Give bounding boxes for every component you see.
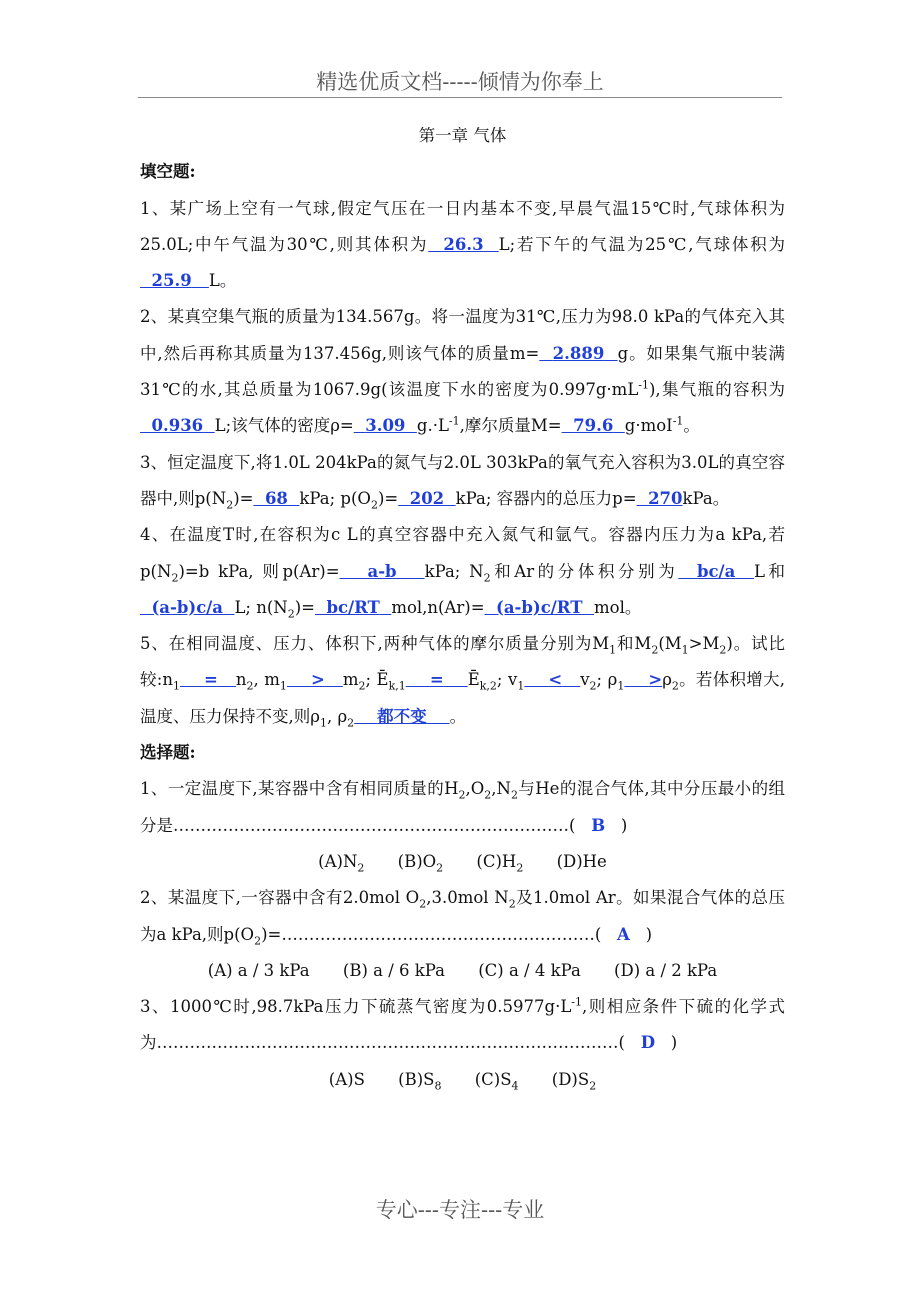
c1-text-3: ,N (491, 779, 511, 799)
page-header: 精选优质文档-----倾情为你奉上 (316, 70, 604, 94)
c1-sub-3: 2 (510, 788, 518, 802)
q5-text-8: m (342, 670, 359, 690)
c3-options (140, 1062, 785, 1098)
q5-sub-4: 2 (719, 643, 727, 657)
c2-text-4: )=…………………………………………………( (261, 924, 602, 944)
q5-answer-2: > (310, 670, 325, 690)
q5-sub-16: 2 (347, 716, 355, 730)
c3-option-b[interactable]: $(B)S_8$ (398, 1069, 442, 1093)
q2-text-5: g.·L (416, 416, 449, 436)
q4-text-8: mol,n(Ar)= (391, 597, 485, 617)
q4-answer-2: bc/a (696, 561, 736, 581)
q2-answer-2: 0.936 (151, 416, 204, 436)
q5-text-11: ; v (496, 670, 518, 690)
q1-answer-2: 25.9 (151, 271, 192, 291)
c1-options (140, 844, 785, 880)
q3-sub-2: 2 (370, 498, 378, 512)
q3-text-4: )= (377, 488, 399, 508)
c2-text-3: 及1.0mol Ar。如果混合气体的总压为a kPa,则p(O (140, 888, 785, 944)
q5-text-17: 。 (449, 706, 467, 726)
q1-text-1: 1、某广场上空有一气球,假定气压在一日内基本不变,早晨气温15℃时,气球体积为25.0L;中午气温为30℃,则其体积为 (140, 198, 785, 254)
q4-text-3: kPa; N (424, 561, 484, 581)
q5-sub-7: 1 (279, 679, 287, 693)
c1-sub-1: 2 (458, 788, 466, 802)
c2-option-a[interactable]: (A) a / 3 kPa (207, 960, 310, 980)
q3-text-5: kPa; 容器内的总压力p= (455, 488, 637, 508)
q2-sup-3: -1 (672, 414, 684, 428)
q5-sub-11: 1 (517, 679, 525, 693)
c1-option-c[interactable]: $(C)H_2$ (476, 851, 524, 875)
c2-sub-2: 2 (508, 897, 516, 911)
c3-option-a[interactable]: (A)S (328, 1069, 365, 1089)
q5-text-15: 。若体积增大,温度、压力保持不变,则ρ (140, 670, 786, 726)
q5-sub-10: k,2 (479, 679, 497, 693)
page-footer: 专心---专注---专业 (375, 1198, 545, 1222)
c1-text-1: 1、一定温度下,某容器中含有相同质量的H (140, 779, 459, 799)
q5-answer-3: = (429, 670, 444, 690)
q5-text-1: 5、在相同温度、压力、体积下,两种气体的摩尔质量分别为M (140, 634, 610, 654)
q5-text-3: (M (658, 634, 682, 654)
q5-text-16: , ρ (326, 706, 348, 726)
q3-text-1: 3、恒定温度下,将1.0L 204kPa的氮气与2.0L 303kPa的氧气充入容积为3.0L的真空容器中,则p(N (140, 452, 785, 508)
c2-sub-1: 2 (419, 897, 427, 911)
choice-question-2 (140, 880, 785, 953)
c2-option-b[interactable]: (B) a / 6 kPa (342, 960, 445, 980)
q5-text-13: ; ρ (596, 670, 618, 690)
c1-text-5: ) (620, 815, 628, 835)
q2-text-6: ,摩尔质量M= (459, 416, 562, 436)
fill-question-5 (140, 626, 785, 735)
q5-text-7: , m (253, 670, 280, 690)
q5-sub-13: 1 (617, 679, 625, 693)
fill-question-1 (140, 191, 785, 300)
c1-text-4: 与He的混合气体,其中分压最小的组分是………………………………………………………………( (140, 779, 785, 835)
q3-answer-3: 270 (648, 488, 683, 508)
q5-sub-14: 2 (671, 679, 679, 693)
q2-text-1: 2、某真空集气瓶的质量为134.567g。将一温度为31℃,压力为98.0 kPa的气体充入其中,然后再称其质量为137.456g,则该气体的质量m= (140, 307, 785, 363)
c2-option-c[interactable]: (C) a / 4 kPa (478, 960, 581, 980)
q4-sub-2: 2 (483, 570, 491, 584)
c3-text-1: 3、1000℃时,98.7kPa压力下硫蒸气密度为0.5977g·L (140, 997, 572, 1017)
q4-text-7: )= (294, 597, 315, 617)
c1-text-2: ,O (465, 779, 485, 799)
q1-text-3: L。 (208, 271, 237, 291)
choice-section-heading: 选择题: (140, 743, 196, 763)
choice-question-1 (140, 771, 785, 844)
q5-text-5: )。试比较:n (140, 634, 786, 690)
q5-sub-1: 1 (609, 643, 617, 657)
q4-answer-3: (a-b)c/a (151, 597, 223, 617)
q4-text-1: 4、在温度T时,在容积为c L的真空容器中充入氮气和氩气。容器内压力为a kPa,若p(N (140, 525, 785, 581)
q5-text-6: n (235, 670, 247, 690)
q3-answer-2: 202 (409, 488, 445, 508)
q5-sub-2: 2 (651, 643, 659, 657)
c2-option-d[interactable]: (D) a / 2 kPa (614, 960, 718, 980)
c2-text-1: 2、某温度下,一容器中含有2.0mol O (140, 888, 420, 908)
c1-answer: B (591, 815, 606, 835)
q5-answer-5: > (648, 670, 663, 690)
q4-text-6: L; n(N (234, 597, 288, 617)
q3-text-6: kPa。 (682, 488, 730, 508)
c1-sub-2: 2 (484, 788, 492, 802)
q5-text-12: v (580, 670, 590, 690)
q5-text-4: >M (688, 634, 720, 654)
c3-text-2: ,则相应条件下硫的化学式为…………………………………………………………………………( (140, 997, 786, 1053)
c2-options (140, 953, 785, 989)
fill-question-4 (140, 517, 785, 626)
c2-sub-3: 2 (254, 933, 262, 947)
q4-text-9: mol。 (594, 597, 642, 617)
c1-option-d[interactable]: (D)He (556, 851, 607, 871)
q1-answer-1: 26.3 (443, 234, 484, 254)
q5-sub-9: k,1 (388, 679, 406, 693)
q3-text-3: kPa; p(O (299, 488, 371, 508)
q4-sub-1: 2 (171, 570, 179, 584)
q5-sub-3: 1 (681, 643, 689, 657)
q5-text-9: ; Ē (365, 670, 389, 690)
q2-answer-3: 3.09 (365, 416, 406, 436)
q3-answer-1: 68 (264, 488, 288, 508)
chapter-title: 第一章 气体 (418, 126, 507, 145)
c3-text-3: ) (670, 1033, 678, 1053)
choice-question-3 (140, 989, 785, 1062)
q5-text-10: Ē (467, 670, 480, 690)
q5-sub-5: 1 (172, 679, 180, 693)
q5-sub-8: 2 (358, 679, 366, 693)
q2-text-7: g·moI (624, 416, 673, 436)
c2-answer: A (617, 924, 630, 944)
q5-text-14: ρ (662, 670, 672, 690)
q4-text-2: )=b kPa, 则p(Ar)= (178, 561, 340, 581)
q4-answer-5: (a-b)c/RT (496, 597, 583, 617)
q4-text-4: 和Ar的分体积分别为 (490, 561, 679, 581)
c1-option-b[interactable]: $(B)O_2$ (397, 851, 444, 875)
q5-answer-6: 都不变 (377, 706, 427, 726)
q4-sub-3: 2 (287, 607, 295, 621)
q2-text-2: g。如果集气瓶中装满31℃的水,其总质量为1067.9g(该温度下水的密度为0.997g·mL (140, 343, 785, 400)
fill-in-section-heading: 填空题: (140, 162, 196, 182)
c2-text-2: ,3.0mol N (426, 888, 509, 908)
q2-sup-1: -1 (638, 378, 649, 392)
fill-question-2 (140, 299, 785, 444)
q5-sub-12: 2 (589, 679, 597, 693)
fill-question-3 (140, 445, 785, 518)
q3-sub-1: 2 (226, 498, 234, 512)
q2-text-3: ),集气瓶的容积为 (649, 380, 786, 400)
q5-sub-6: 2 (246, 679, 254, 693)
q2-answer-1: 2.889 (552, 343, 605, 363)
q2-text-8: 。 (683, 416, 700, 436)
q3-text-2: )= (233, 488, 254, 508)
q4-answer-4: bc/RT (326, 597, 380, 617)
q2-text-4: L;该气体的密度ρ= (214, 416, 354, 436)
q5-sub-15: 1 (319, 716, 327, 730)
c2-text-5: ) (645, 924, 653, 944)
c3-option-d[interactable]: $(D)S_2$ (551, 1069, 597, 1093)
q2-answer-4: 79.6 (573, 416, 614, 436)
c3-answer: D (640, 1033, 655, 1053)
header-rule (138, 97, 782, 98)
q2-sup-2: -1 (448, 414, 460, 428)
q4-text-5: L和 (753, 561, 785, 581)
q5-answer-1: = (204, 670, 218, 690)
c1-option-a[interactable]: $(A)N_2$ (318, 851, 365, 875)
document-body (140, 118, 785, 1098)
q5-answer-4: < (548, 670, 563, 690)
q1-text-2: L;若下午的气温为25℃,气球体积为 (498, 234, 785, 254)
q5-text-2: 和M (616, 634, 652, 654)
c3-option-c[interactable]: $(C)S_4$ (474, 1069, 519, 1093)
c3-sup-1: -1 (571, 995, 583, 1009)
q4-answer-1: a-b (367, 561, 397, 581)
